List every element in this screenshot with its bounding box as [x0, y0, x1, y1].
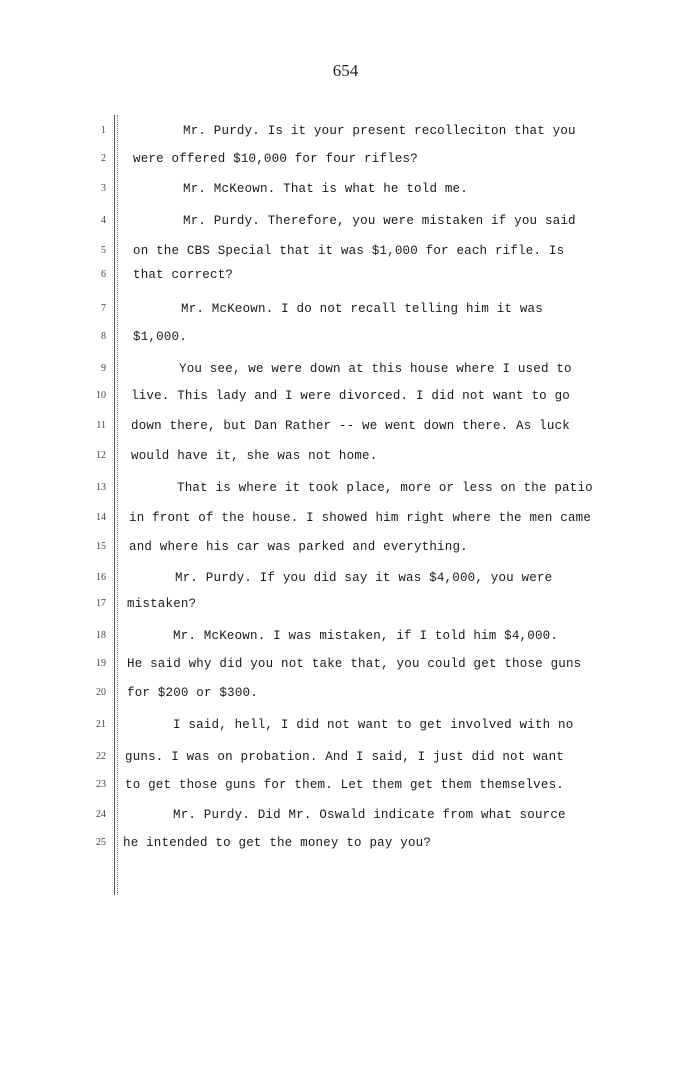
- transcript-line: Mr. Purdy. Therefore, you were mistaken if you said: [183, 214, 576, 228]
- transcript-line: that correct?: [133, 268, 234, 282]
- left-margin-rule-dotted: [117, 115, 118, 895]
- line-number: 25: [96, 837, 106, 848]
- line-number: 11: [96, 420, 106, 431]
- line-number: 2: [101, 153, 106, 164]
- line-number: 4: [101, 215, 106, 226]
- line-number: 21: [96, 719, 106, 730]
- line-number: 1: [101, 125, 106, 136]
- transcript-line: on the CBS Special that it was $1,000 for each rifle. Is: [133, 244, 565, 258]
- line-number: 16: [96, 572, 106, 583]
- transcript-line: That is where it took place, more or less on the patio: [177, 481, 593, 495]
- transcript-line: would have it, she was not home.: [131, 449, 378, 463]
- transcript-line: Mr. McKeown. That is what he told me.: [183, 182, 468, 196]
- transcript-line: live. This lady and I were divorced. I did not want to go: [131, 389, 570, 403]
- line-number: 23: [96, 779, 106, 790]
- transcript-line: for $200 or $300.: [127, 686, 258, 700]
- page-number: 654: [332, 61, 359, 80]
- line-number: 5: [101, 245, 106, 256]
- line-number: 3: [101, 183, 106, 194]
- transcript-line: were offered $10,000 for four rifles?: [133, 152, 418, 166]
- transcript-line: Mr. McKeown. I do not recall telling him it was: [181, 302, 543, 316]
- transcript-line: I said, hell, I did not want to get involved with no: [173, 718, 574, 732]
- line-number: 12: [96, 450, 106, 461]
- transcript-line: Mr. Purdy. Is it your present recolleciton that you: [183, 124, 576, 138]
- transcript-line: and where his car was parked and everything.: [129, 540, 468, 554]
- line-number: 9: [101, 363, 106, 374]
- line-number: 7: [101, 303, 106, 314]
- line-number: 24: [96, 809, 106, 820]
- transcript-line: in front of the house. I showed him right where the men came: [129, 511, 592, 525]
- transcript-line: down there, but Dan Rather -- we went down there. As luck: [131, 419, 570, 433]
- transcript-line: he intended to get the money to pay you?: [123, 836, 432, 850]
- transcript-line: mistaken?: [127, 597, 197, 611]
- transcript-line: Mr. Purdy. Did Mr. Oswald indicate from what source: [173, 808, 566, 822]
- transcript-line: guns. I was on probation. And I said, I just did not want: [125, 750, 564, 764]
- line-number: 19: [96, 658, 106, 669]
- line-number: 15: [96, 541, 106, 552]
- transcript-line: He said why did you not take that, you could get those guns: [127, 657, 582, 671]
- line-number: 22: [96, 751, 106, 762]
- line-number: 18: [96, 630, 106, 641]
- line-number: 17: [96, 598, 106, 609]
- line-number: 6: [101, 269, 106, 280]
- transcript-line: $1,000.: [133, 330, 187, 344]
- transcript-line: You see, we were down at this house where I used to: [179, 362, 572, 376]
- transcript-line: Mr. Purdy. If you did say it was $4,000, you were: [175, 571, 553, 585]
- transcript-line: to get those guns for them. Let them get them themselves.: [125, 778, 564, 792]
- line-number: 8: [101, 331, 106, 342]
- line-number: 14: [96, 512, 106, 523]
- line-number: 13: [96, 482, 106, 493]
- transcript-line: Mr. McKeown. I was mistaken, if I told him $4,000.: [173, 629, 559, 643]
- line-number: 20: [96, 687, 106, 698]
- left-margin-rule: [114, 115, 115, 895]
- line-number: 10: [96, 390, 106, 401]
